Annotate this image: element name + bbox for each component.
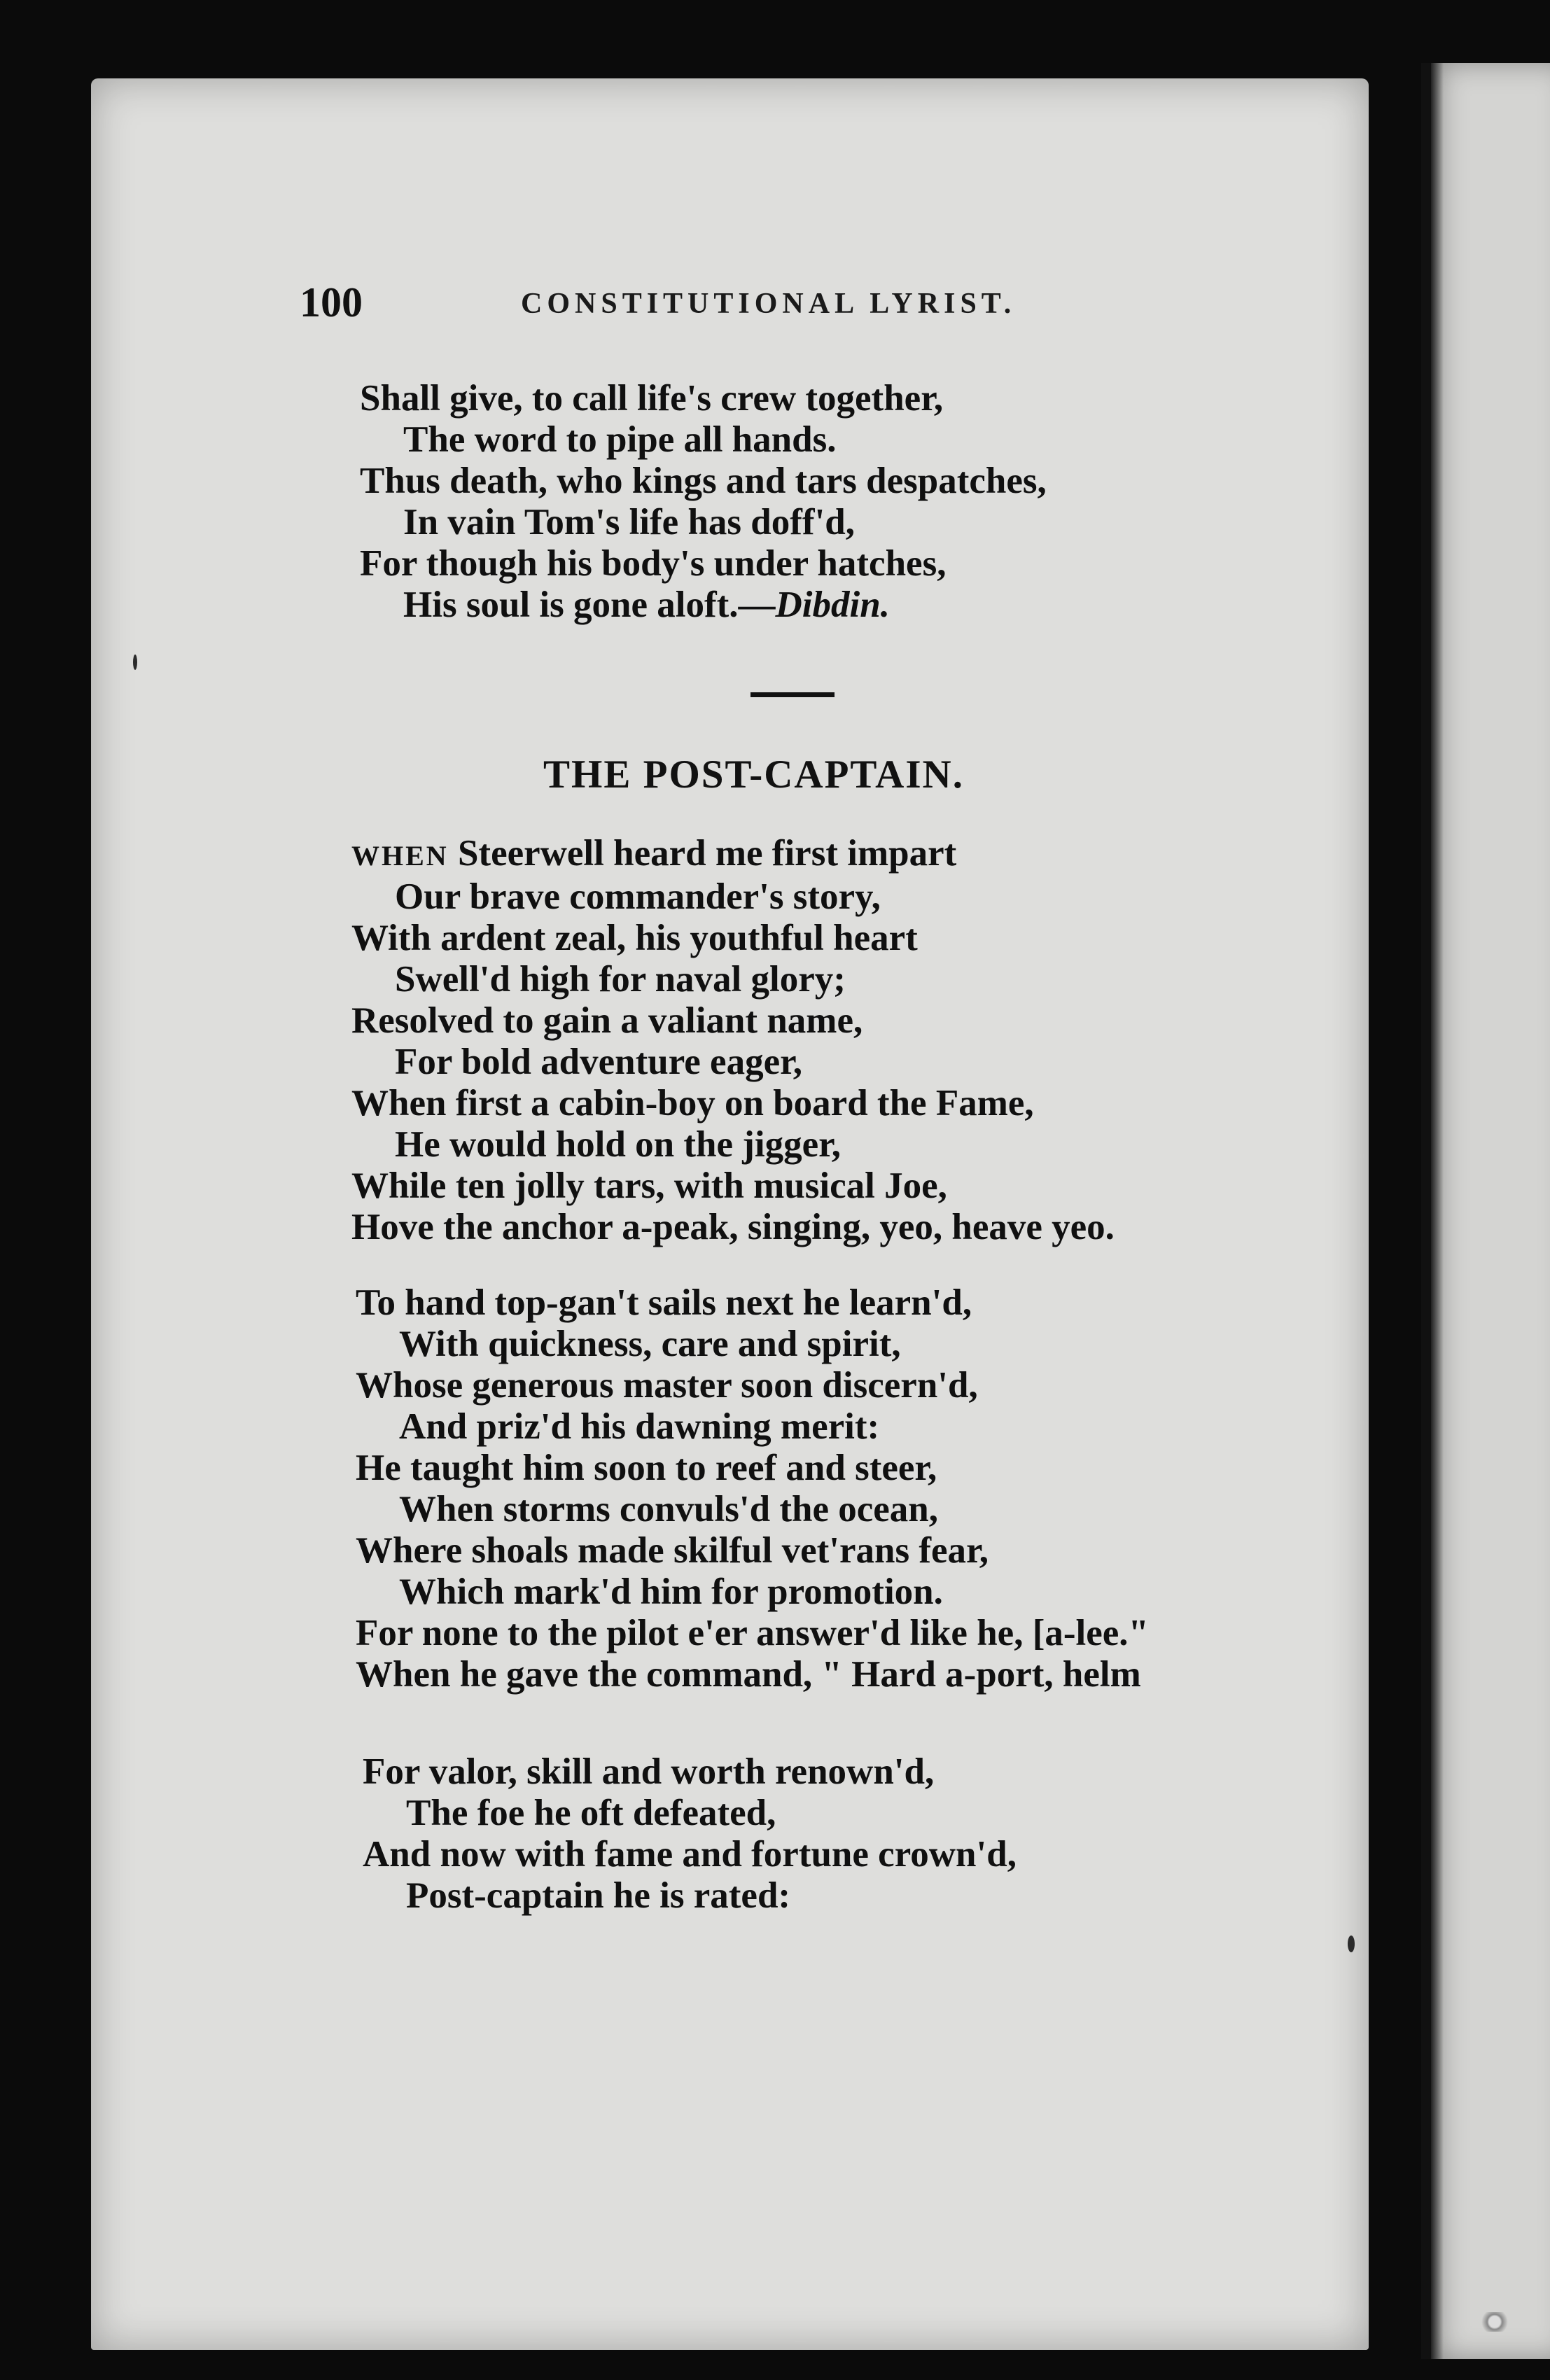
facing-page-edge <box>1421 63 1550 2359</box>
author-attribution: Dibdin. <box>775 584 890 625</box>
verse-line: He taught him soon to reef and steer, <box>356 1448 937 1488</box>
stanza-2 <box>356 1282 1149 1695</box>
drop-word: WHEN <box>351 840 449 872</box>
verse-line: Whose generous master soon discern'd, <box>356 1365 978 1406</box>
book-title: CONSTITUTIONAL LYRIST. <box>521 288 1017 320</box>
stanza-3 <box>363 1751 1017 1917</box>
verse-line: Where shoals made skilful vet'rans fear, <box>356 1530 989 1571</box>
verse-line-text: Steerwell heard me first impart <box>448 833 957 874</box>
page-gutter <box>1431 63 1444 2359</box>
verse-line: Our brave commander's story, <box>395 876 881 917</box>
verse-line: Shall give, to call life's crew together, <box>360 378 944 419</box>
previous-poem-ending <box>360 378 1047 626</box>
verse-line: When first a cabin-boy on board the Fame, <box>351 1083 1034 1124</box>
verse-line: And priz'd his dawning merit: <box>399 1406 880 1447</box>
verse-line: And now with fame and fortune crown'd, <box>363 1834 1017 1875</box>
section-divider <box>750 692 835 697</box>
verse-line: He would hold on the jigger, <box>395 1124 842 1165</box>
verse-line: Thus death, who kings and tars despatches, <box>360 461 1047 501</box>
verse-line: In vain Tom's life has doff'd, <box>403 502 856 542</box>
ink-speck <box>1348 1935 1355 1952</box>
page-number: 100 <box>300 279 363 326</box>
verse-line: While ten jolly tars, with musical Joe, <box>351 1166 947 1206</box>
running-head <box>300 279 1042 328</box>
verse-line: When storms convuls'd the ocean, <box>399 1489 939 1530</box>
verse-line: The foe he oft defeated, <box>406 1793 776 1833</box>
verse-line: For valor, skill and worth renown'd, <box>363 1751 935 1792</box>
stanza-1 <box>351 833 1115 1248</box>
verse-line-text: His soul is gone aloft.— <box>403 584 776 625</box>
verse-line: With ardent zeal, his youthful heart <box>351 918 918 958</box>
verse-line: Swell'd high for naval glory; <box>395 959 846 1000</box>
verse-line: To hand top-gan't sails next he learn'd, <box>356 1282 972 1323</box>
verse-line: For though his body's under hatches, <box>360 543 947 584</box>
verse-line: Which mark'd him for promotion. <box>399 1572 943 1612</box>
verse-line: Post-captain he is rated: <box>406 1875 791 1916</box>
verse-line: When he gave the command, " Hard a-port, helm <box>356 1654 1141 1695</box>
verse-line: Hove the anchor a-peak, singing, yeo, heave yeo. <box>351 1207 1115 1247</box>
corner-mark <box>1479 2312 1511 2332</box>
verse-line: Resolved to gain a valiant name, <box>351 1000 863 1041</box>
verse-line: For none to the pilot e'er answer'd like he, [a-lee." <box>356 1613 1149 1653</box>
verse-line: The word to pipe all hands. <box>403 419 837 460</box>
verse-line: With quickness, care and spirit, <box>399 1324 901 1364</box>
verse-line-with-author <box>360 584 1047 626</box>
verse-line-first <box>351 833 1115 876</box>
poem-title: THE POST-CAPTAIN. <box>543 752 964 797</box>
verse-line: For bold adventure eager, <box>395 1042 803 1082</box>
ink-speck <box>133 654 137 670</box>
